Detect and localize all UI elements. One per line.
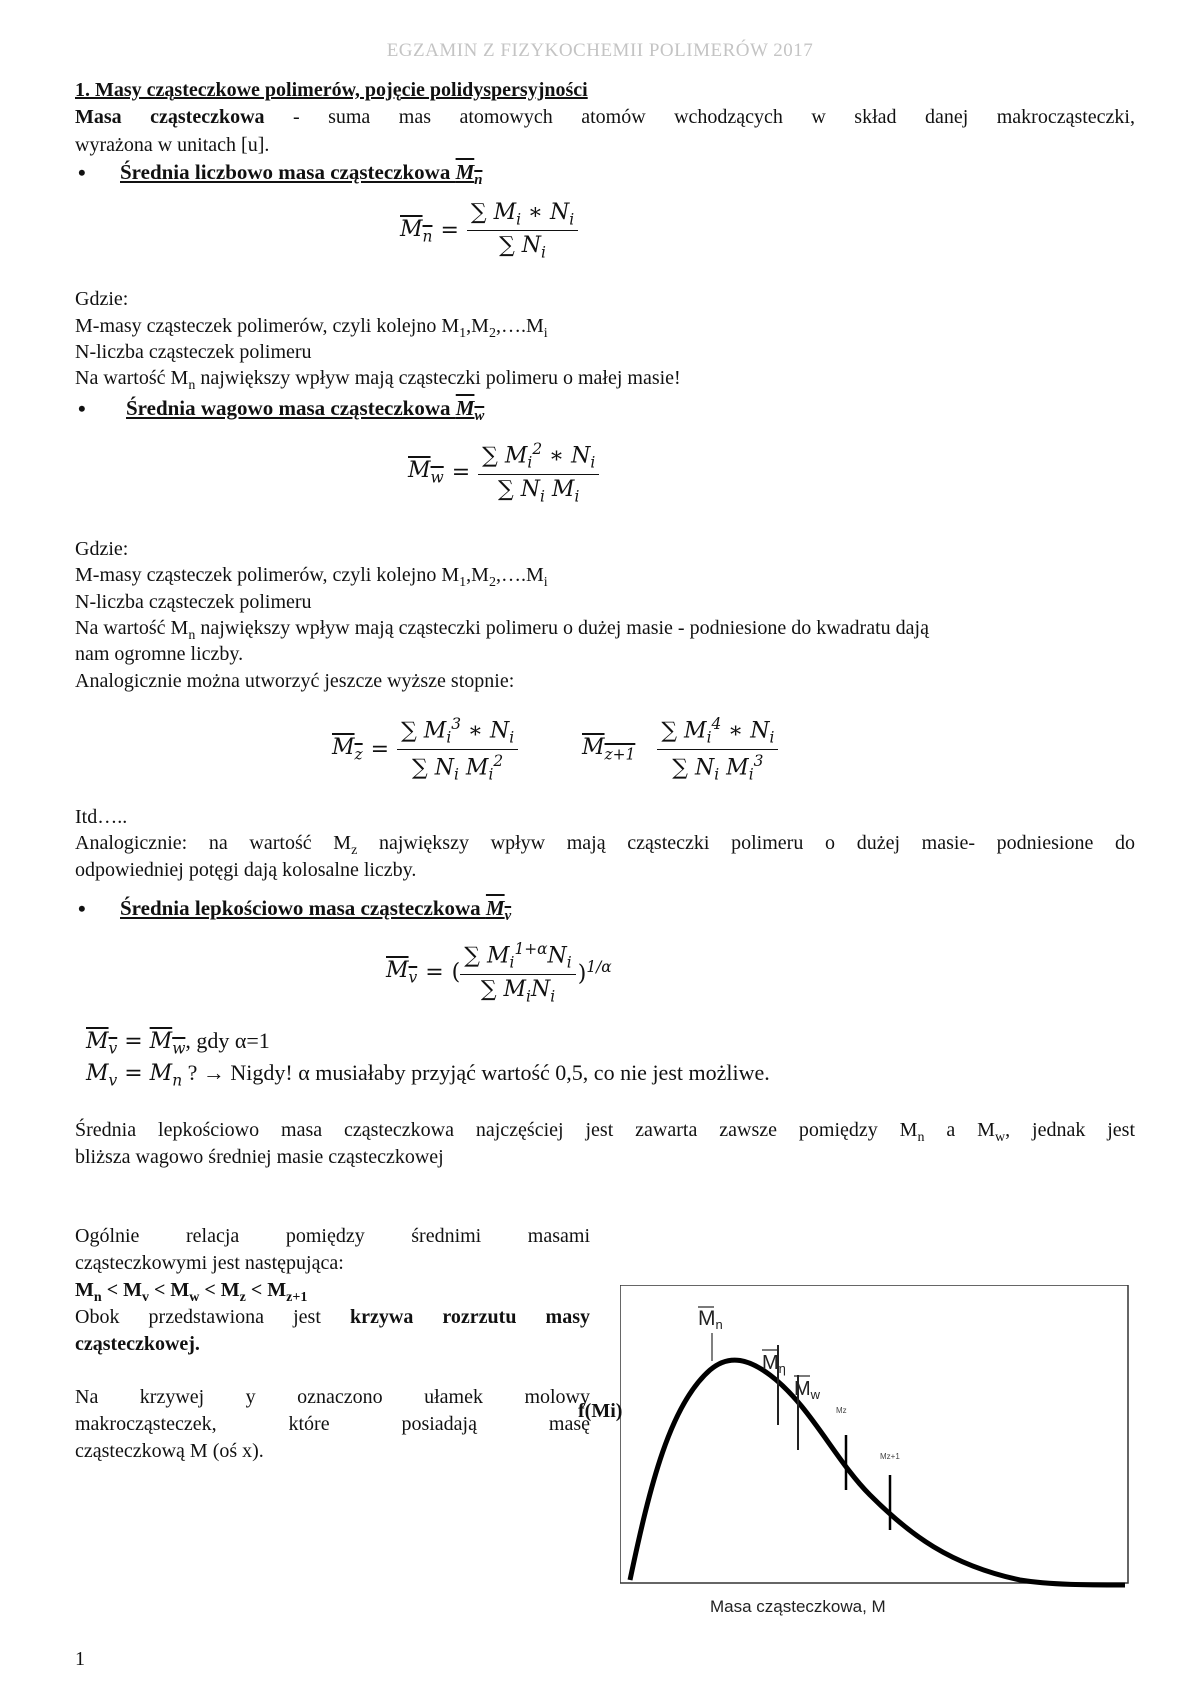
formula-mz1: $M_{z+1}$ $\frac{\sum M_i^4 ∗ N_i}{\sum N_i M_i^3}$ bbox=[582, 715, 778, 783]
chart-x-label: Masa cząsteczkowa, M bbox=[710, 1597, 886, 1616]
bullet-mw: • bbox=[78, 396, 86, 421]
marker-label-mz1: Mz+1 bbox=[880, 1452, 900, 1461]
page-header: EGZAMIN Z FIZYKOCHEMII POLIMERÓW 2017 bbox=[386, 40, 814, 61]
chart-y-label: f(Mi) bbox=[578, 1400, 623, 1422]
higher-note-2: odpowiedniej potęgi dają kolosalne liczby. bbox=[75, 859, 417, 881]
page-number: 1 bbox=[75, 1648, 85, 1670]
relation-line-8: cząsteczkową M (oś x). bbox=[75, 1440, 264, 1462]
relation-line-4: Obok przedstawiona jest krzywa rozrzutu masy bbox=[75, 1306, 590, 1328]
higher-note: Analogicznie: na wartość $M_z$ największy wpływ mają cząsteczki polimeru o dużej masie- podniesione do bbox=[75, 832, 1135, 858]
relation-line-6: Na krzywej y oznaczono ułamek molowy bbox=[75, 1386, 590, 1408]
marker-label-mw: $M_w$ bbox=[794, 1378, 821, 1402]
heading-mv-text: Średnia lepkościowo masa cząsteczkowa bbox=[120, 896, 486, 920]
relation-line-5: cząsteczkowej. bbox=[75, 1333, 200, 1355]
mv-paragraph: Średnia lepkościowo masa cząsteczkowa najczęściej jest zawarta zawsze pomiędzy $M_n$ a $M_w$, jednak jest bbox=[75, 1119, 1136, 1145]
heading-mv bbox=[120, 896, 511, 925]
heading-mn bbox=[120, 160, 482, 189]
mn-count: N-liczba cząsteczek polimeru bbox=[75, 341, 312, 363]
mw-note-2: nam ogromne liczby. bbox=[75, 643, 244, 665]
bullet-mn: • bbox=[78, 160, 86, 185]
relation-line-2: cząsteczkowymi jest następująca: bbox=[75, 1252, 344, 1274]
marker-label-mn: Mn bbox=[698, 1307, 723, 1332]
mw-note: Na wartość $M_n$ największy wpływ mają cząsteczki polimeru o dużej masie - podniesione do kwadratu dają bbox=[75, 617, 929, 643]
heading-mn-text: Średnia liczbowo masa cząsteczkowa bbox=[120, 160, 456, 184]
formula-mw: $M_w$ = $\frac{\sum M_i^2 ∗ N_i}{\sum N_i M_i}$ bbox=[408, 440, 599, 505]
mw-analog: Analogicznie można utworzyć jeszcze wyższe stopnie: bbox=[75, 670, 515, 692]
mv-condition-1: $M_v = M_w$, gdy α=1 bbox=[86, 1028, 270, 1058]
mn-note: Na wartość $M_n$ największy wpływ mają cząsteczki polimeru o małej masie! bbox=[75, 367, 681, 393]
bullet-mv: • bbox=[78, 896, 86, 921]
section-title: 1. Masy cząsteczkowe polimerów, pojęcie polidyspersyjności bbox=[75, 79, 588, 101]
formula-mz: $M_z$ = $\frac{\sum M_i^3 ∗ N_i}{\sum N_i M_i^2}$ bbox=[332, 715, 518, 783]
mn-masses: M-masy cząsteczek polimerów, czyli kolejno $M_1,M_2,\dots.M_i$ bbox=[75, 315, 548, 341]
definition-text: - suma mas atomowych atomów wchodzących w skład danej makrocząsteczki, bbox=[264, 106, 1135, 128]
formula-mv: $M_v$ = ( $\frac{\sum M_i^{1+\alpha}N_i}{\sum M_iN_i}$ )$^{1/\alpha}$ bbox=[386, 940, 612, 1006]
definition-line-1 bbox=[75, 103, 1135, 131]
heading-mv-symbol: $M_v$ bbox=[485, 896, 512, 925]
mw-count: N-liczba cząsteczek polimeru bbox=[75, 591, 312, 613]
mn-gdzie: Gdzie: bbox=[75, 288, 129, 310]
marker-label-meta: $M_\eta$ bbox=[762, 1352, 786, 1376]
chart-frame bbox=[620, 1285, 1128, 1583]
definition-term: Masa cząsteczkowa bbox=[75, 106, 265, 128]
heading-mw-symbol: $M_w$ bbox=[455, 396, 485, 425]
relation-line-7: makrocząsteczek, które posiadają masę bbox=[75, 1413, 590, 1435]
mv-condition-2: $M_v = M_n$ ? → Nigdy! α musiałaby przyjąć wartość 0,5, co nie jest możliwe. bbox=[86, 1060, 770, 1090]
definition-line-2: wyrażona w unitach [u]. bbox=[75, 134, 270, 156]
formula-mn: $M_n$ = $\frac{\sum M_i ∗ N_i}{\sum N_i}$ bbox=[400, 200, 578, 262]
relation-inequality: $M_n < M_v < M_w < M_z < M_{z+1}$ bbox=[75, 1279, 308, 1305]
mw-masses: M-masy cząsteczek polimerów, czyli kolejno $M_1,M_2,\dots.M_i$ bbox=[75, 564, 548, 590]
heading-mw bbox=[126, 396, 484, 425]
heading-mw-text: Średnia wagowo masa cząsteczkowa bbox=[126, 396, 456, 420]
distribution-chart bbox=[620, 1285, 1130, 1625]
higher-itd: Itd….. bbox=[75, 806, 128, 828]
marker-label-mz: Mz bbox=[836, 1406, 847, 1415]
relation-line-1: Ogólnie relacja pomiędzy średnimi masami bbox=[75, 1225, 590, 1247]
mw-gdzie: Gdzie: bbox=[75, 538, 129, 560]
mv-paragraph-2: bliższa wagowo średniej masie cząsteczkowej bbox=[75, 1146, 444, 1168]
heading-mn-symbol: $M_n$ bbox=[455, 160, 483, 189]
